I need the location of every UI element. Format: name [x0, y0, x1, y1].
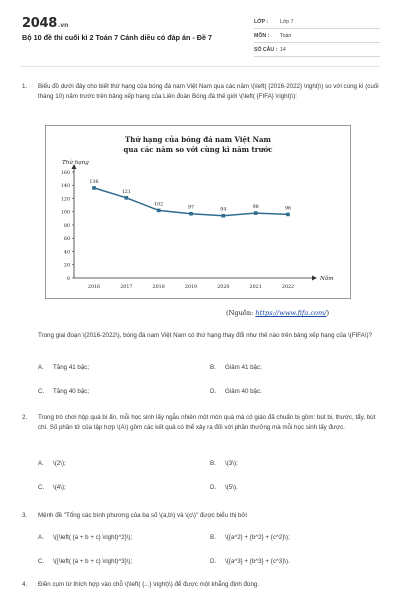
option-label: B. [210, 460, 216, 467]
meta-value: Lớp 7 [280, 18, 294, 25]
chart-title-line2: qua các năm so với cùng kì năm trước [123, 145, 273, 154]
option-text: Tăng 40 bậc; [53, 388, 90, 395]
option-c[interactable] [38, 388, 89, 395]
question-text: Mệnh đề "Tổng các bình phương của ba số \(a,b\) và \(c\)" được biểu thị bởi [38, 512, 247, 519]
chart-title-line1: Thứ hạng của bóng đá nam Việt Nam [125, 135, 271, 144]
chart-source [226, 309, 329, 317]
data-point [286, 213, 290, 217]
x-tick-label: 2018 [152, 285, 165, 290]
exam-meta-table [254, 15, 380, 57]
option-d[interactable] [210, 388, 262, 395]
x-tick-label: 2017 [120, 285, 133, 290]
data-label: 97 [187, 205, 195, 211]
data-point [254, 211, 258, 215]
meta-label: SỐ CÂU : [254, 46, 278, 53]
option-text: \(4\); [53, 484, 66, 491]
question-number: 1. [22, 83, 28, 90]
option-text: Tăng 41 bậc; [53, 364, 90, 371]
option-label: D. [210, 388, 217, 395]
document-title: Bộ 10 đề thi cuối kì 2 Toán 7 Cánh diều có đáp án - Đề 7 [22, 33, 212, 42]
option-label: B. [210, 534, 216, 541]
x-tick-label: 2019 [184, 285, 198, 290]
y-tick-label: 60 [63, 237, 70, 243]
meta-row-question-count [254, 43, 380, 57]
question-text: Điền cụm từ thích hợp vào chỗ \(\left( {...} \right)\) để được một khẳng định đúng. [38, 581, 260, 588]
option-text: Giảm 40 bậc. [225, 388, 262, 395]
question-3 [22, 511, 382, 521]
question-number: 3. [22, 512, 28, 519]
site-logo[interactable] [22, 16, 68, 31]
question-3-options [38, 534, 382, 570]
meta-label: LỚP : [254, 18, 269, 25]
question-text: Trong trò chơi hộp quà bí ẩn, mỗi học sinh lấy ngẫu nhiên một món quà mà cô giáo đã chuẩn bị gồm: bút bi, thước, tẩy, bút chì. Số phần tử của tập hợp \(A\) gồm các kết quả có thể xảy ra đối với phần thưởng mà mỗi học sinh lấy được. [38, 414, 376, 431]
data-point [222, 214, 226, 218]
option-label: C. [38, 484, 45, 491]
meta-value: 14 [280, 46, 286, 53]
option-b[interactable] [210, 460, 238, 467]
option-a[interactable] [38, 364, 89, 371]
meta-value: Toán [280, 32, 292, 39]
option-label: B. [210, 364, 216, 371]
option-c[interactable] [38, 558, 132, 565]
y-tick-label: 80 [63, 223, 70, 229]
option-a[interactable] [38, 534, 132, 541]
data-label: 136 [89, 179, 99, 185]
ranking-chart [45, 125, 351, 299]
option-label: C. [38, 388, 45, 395]
option-text: \({a^3} + {b^3} + {c^3}\). [225, 558, 290, 565]
option-text: \({\left( {a + b + c} \right)^3}\); [53, 558, 133, 565]
source-suffix: ) [326, 309, 330, 317]
option-text: \(2\); [53, 460, 66, 467]
option-text: \({a^2} + {b^2} + {c^2}\); [225, 534, 290, 541]
source-prefix: (Nguồn: [226, 309, 256, 317]
question-number: 2. [22, 414, 28, 421]
data-label: 96 [284, 206, 292, 212]
data-point [125, 196, 129, 200]
y-tick-label: 140 [60, 184, 70, 190]
option-b[interactable] [210, 364, 262, 371]
meta-row-class [254, 15, 380, 29]
y-tick-label: 40 [63, 250, 70, 256]
question-follow-text: Trong giai đoạn \(2016-2022\), bóng đá nam Việt Nam có thứ hạng thay đổi như thế nào trên bảng xếp hạng của \(FIFA\)? [38, 332, 373, 339]
data-point [189, 212, 193, 216]
x-axis-arrow [312, 276, 317, 281]
option-c[interactable] [38, 484, 66, 491]
option-b[interactable] [210, 534, 290, 541]
header-divider [20, 66, 380, 67]
question-1 [22, 82, 382, 101]
option-label: D. [210, 484, 217, 491]
question-2 [22, 413, 382, 432]
option-label: C. [38, 558, 45, 565]
data-label: 94 [220, 207, 227, 213]
option-d[interactable] [210, 484, 238, 491]
option-label: A. [38, 460, 44, 467]
option-d[interactable] [210, 558, 290, 565]
question-4 [22, 580, 382, 590]
x-tick-label: 2016 [87, 285, 101, 290]
y-tick-label: 0 [66, 276, 70, 282]
x-axis-label: Năm [320, 276, 334, 282]
data-label: 102 [154, 202, 164, 208]
logo-main: 2048 [22, 16, 57, 31]
data-label: 98 [252, 205, 259, 211]
data-point [157, 209, 161, 213]
question-2-options [38, 460, 382, 496]
y-tick-label: 100 [60, 210, 70, 216]
meta-row-subject [254, 29, 380, 43]
y-axis-label: Thứ hạng [62, 160, 89, 166]
x-tick-label: 2022 [281, 285, 295, 290]
logo-domain: .vn [57, 22, 69, 29]
option-label: D. [210, 558, 217, 565]
x-tick-label: 2021 [249, 285, 262, 290]
option-label: A. [38, 364, 44, 371]
y-tick-label: 160 [60, 170, 70, 176]
meta-label: MÔN : [254, 32, 270, 39]
option-label: A. [38, 534, 44, 541]
question-1-prompt [22, 331, 382, 341]
option-a[interactable] [38, 460, 66, 467]
source-link[interactable]: https://www.fifa.com/ [255, 309, 327, 317]
chart-svg [46, 126, 350, 298]
option-text: \(5\). [225, 484, 238, 491]
question-1-options [38, 364, 382, 400]
option-text: Giảm 41 bậc; [225, 364, 262, 371]
option-text: \(3\); [225, 460, 238, 467]
data-point [92, 186, 96, 190]
x-tick-label: 2020 [217, 285, 230, 290]
option-text: \({\left( {a + b + c} \right)^2}\); [53, 534, 133, 541]
question-number: 4. [22, 581, 28, 588]
y-tick-label: 20 [63, 263, 70, 269]
y-tick-label: 120 [60, 197, 70, 203]
data-label: 121 [121, 189, 131, 195]
question-text: Biểu đồ dưới đây cho biết thứ hạng của bóng đá nam Việt Nam qua các năm \(\left( {2016-2022} \right)\) so với cùng kì (cuối tháng 10) năm trước trên bảng xếp hạng của Liên đoàn Bóng đá thế giới \(\left( {FIFA} \right)\): [38, 83, 379, 100]
